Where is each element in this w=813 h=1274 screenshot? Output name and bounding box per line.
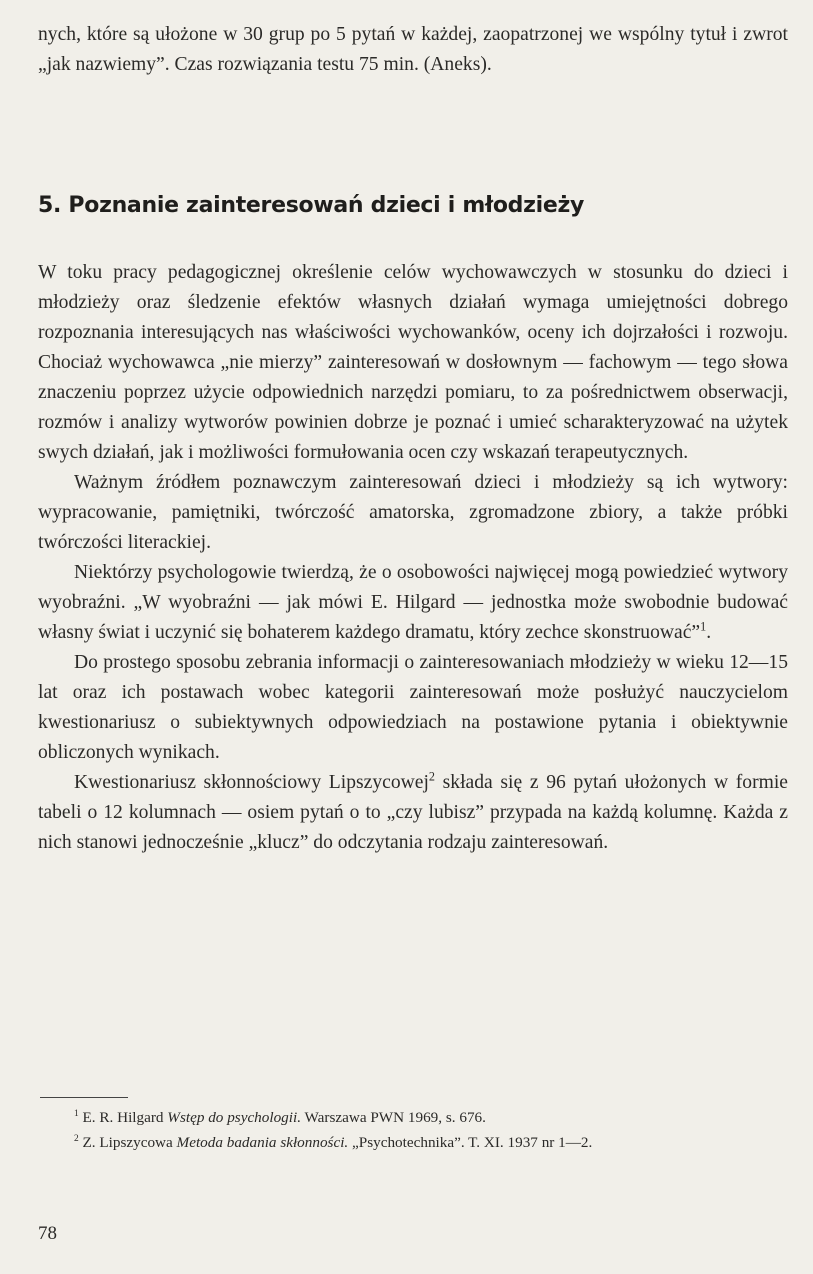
footnote-ref-1: 1 — [700, 619, 707, 634]
paragraph-3: Niektórzy psychologowie twierdzą, że o osobowości najwięcej mogą powiedzieć wytwory wyobraźni. „W wyobraźni — jak mówi E. Hilgard — jednostka może swobodnie budować własny świat i uczynić się bohaterem każdego dramatu, który zechce skonstruować”$^1$. — [38, 562, 788, 643]
paragraph-2: Ważnym źródłem poznawczym zainteresowań dzieci i młodzieży są ich wytwory: wypracowanie, pamiętniki, twórczość amatorska, zgromadzone zbiory, a także próbki twórczości literackiej. — [38, 472, 788, 553]
footnote-title: Wstęp do psychologii. — [167, 1109, 302, 1126]
paragraph-3-text: Niektórzy psychologowie twierdzą, że o osobowości najwięcej mogą powiedzieć wytwory wyobraźni. „W wyobraźni — jak mówi E. Hilgard — jednostka może swobodnie budować własny świat i uczynić się bohaterem każdego dramatu, który zechce skonstruować” — [38, 562, 788, 643]
section-heading: 5. Poznanie zainteresowań dzieci i młodzieży — [38, 193, 585, 218]
footnote-title: Metoda badania skłonności. — [176, 1134, 349, 1151]
footnote-ref-2: 2 — [428, 769, 435, 784]
page-number: 78 — [38, 1223, 57, 1244]
paragraph-text: nych, które są ułożone w 30 grup po 5 pytań w każdej, zaopatrzonej we wspólny tytuł i zwrot „jak nazwiemy”. Czas rozwiązania testu 75 min. (Aneks). — [38, 24, 788, 75]
footnote-marker: 2 — [74, 1133, 79, 1144]
footnotes — [38, 1105, 788, 1155]
footnote-source: Warszawa PWN 1969, s. 676. — [301, 1109, 486, 1126]
paragraph-5-text-start: Kwestionariusz skłonnościowy Lipszycowej — [74, 772, 429, 793]
continued-paragraph — [38, 20, 788, 80]
footnote-source: „Psychotechnika”. T. XI. 1937 nr 1—2. — [348, 1134, 593, 1151]
footnote-author: E. R. Hilgard — [78, 1109, 168, 1126]
paragraph-5-text-end: składa się z 96 pytań ułożonych w formie tabeli o 12 kolumnach — osiem pytań o to „czy lubisz” przypada na każdą kolumnę. Każda z nich stanowi jednocześnie „klucz” do odczytania rodzaju zainteresowań. — [38, 772, 788, 853]
footnote-marker: 1 — [74, 1108, 79, 1119]
paragraph-1: W toku pracy pedagogicznej określenie celów wychowawczych w stosunku do dzieci i młodzieży oraz śledzenie efektów własnych działań wymaga umiejętności dobrego rozpoznania interesujących nas właściwości wychowanków, oceny ich dojrzałości i rozwoju. Chociaż wychowawca „nie mierzy” zainteresowań w dosłownym — fachowym — tego słowa znaczeniu poprzez użycie odpowiednich narzędzi pomiaru, to za pośrednictwem obserwacji, rozmów i analizy wytworów powinien dobrze je poznać i umieć scharakteryzować na użytek swych działań, jak i możliwości formułowania ocen czy wskazań terapeutycznych. — [38, 262, 788, 463]
section-body — [38, 258, 788, 858]
footnote-2 — [38, 1130, 788, 1155]
footnote-separator — [40, 1097, 128, 1098]
paragraph-4: Do prostego sposobu zebrania informacji o zainteresowaniach młodzieży w wieku 12—15 lat oraz ich postawach wobec kategorii zainteresowań może posłużyć nauczycielom kwestionariusz o subiektywnych odpowiedziach na postawione pytania i obiektywnie obliczonych wynikach. — [38, 652, 788, 763]
footnote-author: Z. Lipszycowa — [78, 1134, 177, 1151]
footnote-1 — [38, 1105, 788, 1130]
paragraph-5 — [38, 768, 788, 858]
